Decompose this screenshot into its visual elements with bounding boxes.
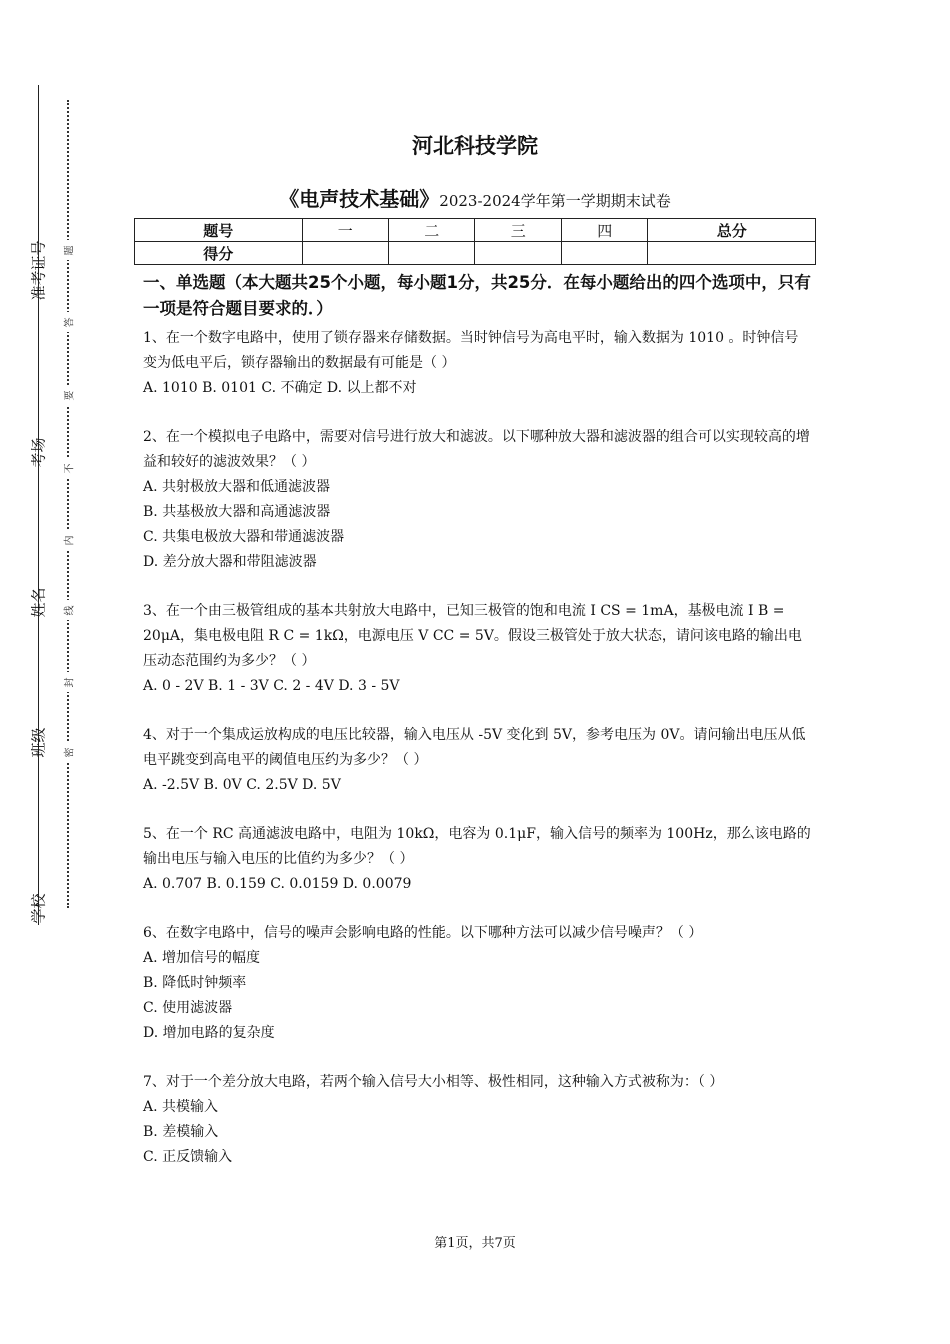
question-area xyxy=(143,270,811,1194)
course-name: 《电声技术基础》 xyxy=(279,187,440,211)
score-table xyxy=(134,218,816,265)
seal-char: 题 xyxy=(58,240,78,260)
score-cell: 题号 xyxy=(135,219,303,242)
question xyxy=(143,326,811,401)
seal-dotted-line xyxy=(67,100,69,908)
question-option: B. 降低时钟频率 xyxy=(143,975,247,991)
score-cell: 二 xyxy=(388,219,474,242)
section-title: 一、单选题（本大题共25个小题，每小题1分，共25分．在每小题给出的四个选项中，只有一项是符合题目要求的．） xyxy=(143,273,811,318)
school-title: 河北科技学院 xyxy=(412,134,538,158)
seal-char: 密 xyxy=(58,742,78,762)
question-option: B. 共基极放大器和高通滤波器 xyxy=(143,504,331,520)
question-stem: 6、在数字电路中，信号的噪声会影响电路的性能。以下哪种方法可以减少信号噪声？（ ） xyxy=(143,925,703,941)
seal-char: 要 xyxy=(58,385,78,405)
question-option: C. 正反馈输入 xyxy=(143,1149,233,1165)
seal-char: 封 xyxy=(58,672,78,692)
seal-char: 内 xyxy=(58,530,78,550)
question-option: A. 共模输入 xyxy=(143,1099,219,1115)
question-option: C. 共集电极放大器和带通滤波器 xyxy=(143,529,345,545)
score-input-cell xyxy=(648,242,816,265)
seal-char: 答 xyxy=(58,312,78,332)
question xyxy=(143,599,811,699)
score-cell: 四 xyxy=(561,219,647,242)
school-label: 学校 xyxy=(29,892,48,924)
question xyxy=(143,822,811,897)
exam-title xyxy=(0,183,950,212)
question-stem: 5、在一个 RC 高通滤波电路中，电阻为 10kΩ，电容为 0.1μF，输入信号的频率为 100Hz，那么该电路的输出电压与输入电压的比值约为多少？（ ） xyxy=(143,826,811,867)
seal-char: 线 xyxy=(58,600,78,620)
score-cell: 一 xyxy=(302,219,388,242)
question xyxy=(143,921,811,1046)
class-label: 班级 xyxy=(29,726,48,758)
score-cell: 三 xyxy=(475,219,561,242)
score-input-cell xyxy=(475,242,561,265)
exam-term: 2023-2024学年第一学期期末试卷 xyxy=(439,192,671,210)
question xyxy=(143,425,811,575)
page-footer: 第1页，共7页 xyxy=(434,1236,516,1251)
question-option: A. 0 - 2V B. 1 - 3V C. 2 - 4V D. 3 - 5V xyxy=(143,678,400,694)
score-cell: 得分 xyxy=(135,242,303,265)
score-table-header-row xyxy=(135,219,816,242)
seal-char: 不 xyxy=(58,458,78,478)
question xyxy=(143,723,811,798)
question-option: A. 增加信号的幅度 xyxy=(143,950,261,966)
question-stem: 7、对于一个差分放大电路，若两个输入信号大小相等、极性相同，这种输入方式被称为：（ ） xyxy=(143,1074,724,1090)
question-option: D. 差分放大器和带阻滤波器 xyxy=(143,554,317,570)
question-option: D. 增加电路的复杂度 xyxy=(143,1025,275,1041)
question-option: A. 0.707 B. 0.159 C. 0.0159 D. 0.0079 xyxy=(143,876,412,892)
exam-room-label: 考场 xyxy=(29,436,48,468)
question-option: A. 共射极放大器和低通滤波器 xyxy=(143,479,331,495)
score-cell: 总分 xyxy=(648,219,816,242)
exam-number-label: 准考证号 xyxy=(29,239,48,301)
score-input-cell xyxy=(388,242,474,265)
score-table-score-row xyxy=(135,242,816,265)
question-option: B. 差模输入 xyxy=(143,1124,219,1140)
question-option: A. -2.5V B. 0V C. 2.5V D. 5V xyxy=(143,777,341,793)
question-stem: 3、在一个由三极管组成的基本共射放大电路中，已知三极管的饱和电流 I CS = 1mA，基极电流 I B = 20μA，集电极电阻 R C = 1kΩ，电源电压 V CC = 5V。假设三极管处于放大状态，请问该电路的输出电压动态范围约为多少？（ ） xyxy=(143,603,802,669)
question-stem: 4、对于一个集成运放构成的电压比较器，输入电压从 -5V 变化到 5V，参考电压为 0V。请问输出电压从低电平跳变到高电平的阈值电压约为多少？（ ） xyxy=(143,727,806,768)
question-option: A. 1010 B. 0101 C. 不确定 D. 以上都不对 xyxy=(143,380,417,396)
question-option: C. 使用滤波器 xyxy=(143,1000,233,1016)
question-stem: 2、在一个模拟电子电路中，需要对信号进行放大和滤波。以下哪种放大器和滤波器的组合可以实现较高的增益和较好的滤波效果？（ ） xyxy=(143,429,810,470)
question-stem: 1、在一个数字电路中，使用了锁存器来存储数据。当时钟信号为高电平时，输入数据为 1010 。时钟信号变为低电平后，锁存器输出的数据最有可能是（ ） xyxy=(143,330,799,371)
score-input-cell xyxy=(561,242,647,265)
score-input-cell xyxy=(302,242,388,265)
name-label: 姓名 xyxy=(29,586,48,618)
question xyxy=(143,1070,811,1170)
